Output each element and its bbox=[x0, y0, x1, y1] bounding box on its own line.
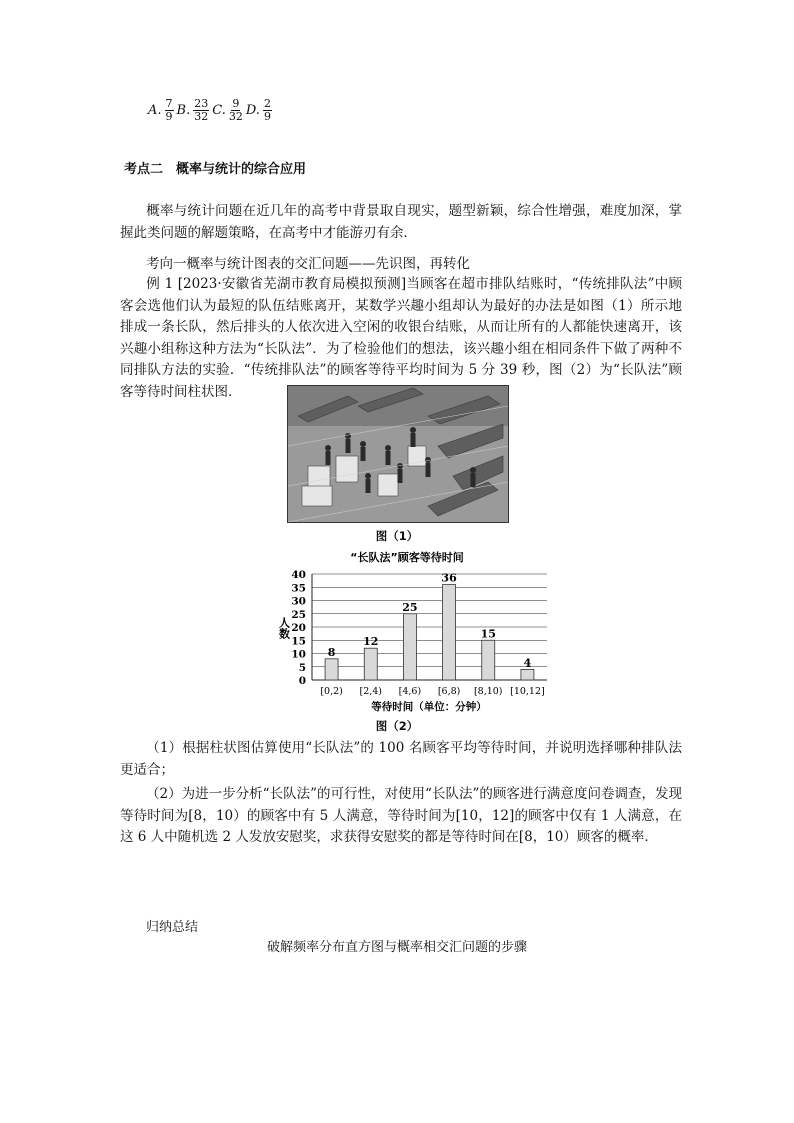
supermarket-queue-photo bbox=[287, 385, 509, 523]
bar-value-label: 4 bbox=[523, 656, 532, 670]
bar-value-label: 25 bbox=[402, 600, 418, 614]
bar-value-label: 15 bbox=[480, 627, 496, 641]
example-paragraph: 例 1 [2023·安徽省芜湖市教育局模拟预测]当顾客在超市排队结账时，“传统排队法”中顾客会选他们认为最短的队伍结账离开，某数学兴趣小组却认为最好的办法是如图（1）所示地排成一条长队，然后排头的人依次进入空闲的收银台结账，从而让所有的人都能快速离开，该兴趣小组称这种方法为“长队法”．为了检验他们的想法，该兴趣小组在相同条件下做了两种不同排队方法的实验．“传统排队法”的顾客等待平均时间为 5 分 39 秒，图（2）为“长队法”顾客等待时间柱状图． bbox=[120, 276, 682, 400]
bar-value-label: 8 bbox=[327, 645, 336, 659]
choice-c-fraction: $\frac{9}{32}$ bbox=[228, 97, 243, 123]
bar bbox=[325, 659, 338, 680]
x-tick-label: [8,10) bbox=[473, 686, 503, 697]
y-tick-label: 20 bbox=[291, 622, 306, 634]
y-tick-label: 5 bbox=[298, 661, 306, 674]
choice-b-letter: B. bbox=[176, 103, 191, 118]
direction-heading: 考向一概率与统计图表的交汇问题——先识图，再转化 bbox=[146, 256, 470, 272]
question-2: （2）为进一步分析“长队法”的可行性，对使用“长队法”的顾客进行满意度问卷调查，发现等待时间为[8，10）的顾客中有 5 人满意，等待时间为[10，12]的顾客中仅有 1 人满意，在这 6 人中随机选 2 人发放安慰奖，求获得安慰奖的都是等待时间在[8，10）顾客的概率． bbox=[120, 786, 682, 845]
chart-xlabel: 等待时间（单位：分钟） bbox=[371, 701, 487, 713]
y-tick-label: 10 bbox=[291, 648, 306, 661]
choice-c-letter: C. bbox=[212, 103, 226, 118]
summary-title: 归纳总结 bbox=[146, 920, 199, 935]
choice-d-fraction: $\frac{2}{9}$ bbox=[263, 97, 271, 123]
x-tick-label: [4,6) bbox=[398, 686, 422, 697]
answer-choices bbox=[148, 98, 273, 123]
intro-paragraph: 概率与统计问题在近几年的高考中背景取自现实，题型新颖，综合性增强，难度加深，掌握此类问题的解题策略，在高考中才能游刃有余． bbox=[120, 203, 682, 241]
figure-2-caption: 图（2） bbox=[375, 719, 419, 733]
question-1: （1）根据柱状图估算使用“长队法”的 100 名顾客平均等待时间，并说明选择哪种排队法更适合； bbox=[120, 740, 682, 778]
y-tick-label: 25 bbox=[291, 608, 306, 621]
supermarket-illustration bbox=[288, 386, 508, 522]
section-title: 考点二 概率与统计的综合应用 bbox=[124, 162, 307, 177]
choice-d-letter: D. bbox=[245, 103, 260, 118]
x-tick-label: [6,8) bbox=[437, 686, 461, 697]
chart-title: “长队法”顾客等待时间 bbox=[350, 551, 464, 564]
bar bbox=[521, 669, 534, 680]
choice-a-fraction: $\frac{7}{9}$ bbox=[165, 97, 173, 123]
y-tick-label: 0 bbox=[298, 675, 306, 687]
bar bbox=[482, 640, 495, 680]
bar bbox=[403, 614, 416, 680]
choice-a-letter: A. bbox=[148, 103, 162, 118]
figure-1-caption: 图（1） bbox=[375, 529, 419, 543]
waiting-time-bar-chart bbox=[262, 546, 552, 716]
bar-value-label: 36 bbox=[441, 571, 457, 585]
x-tick-label: [10,12] bbox=[510, 686, 545, 697]
y-tick-label: 35 bbox=[291, 582, 306, 595]
choice-b-fraction: $\frac{23}{32}$ bbox=[194, 97, 209, 123]
bar-value-label: 12 bbox=[363, 635, 379, 649]
chart-ylabel: 人数 bbox=[277, 617, 291, 639]
y-tick-label: 40 bbox=[291, 569, 306, 581]
summary-subtitle: 破解频率分布直方图与概率相交汇问题的步骤 bbox=[266, 940, 527, 955]
x-tick-label: [0,2) bbox=[320, 686, 343, 697]
bar bbox=[364, 648, 377, 680]
x-tick-label: [2,4) bbox=[359, 686, 383, 697]
bar bbox=[443, 585, 456, 680]
y-tick-label: 30 bbox=[291, 595, 306, 608]
y-tick-label: 15 bbox=[291, 635, 306, 648]
